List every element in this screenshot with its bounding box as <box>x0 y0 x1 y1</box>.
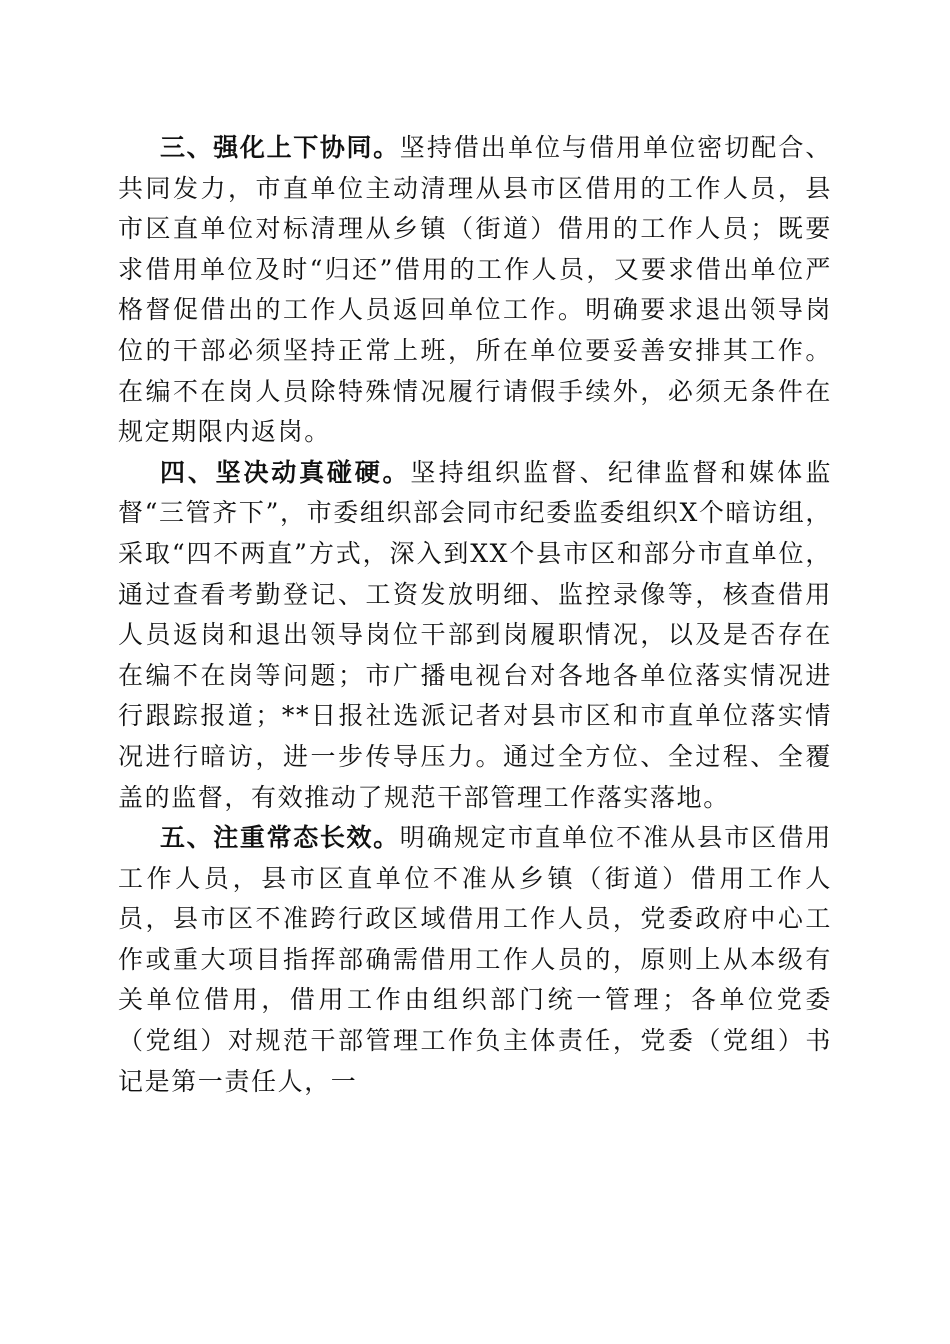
paragraph-resolute-action <box>118 453 832 818</box>
paragraph-text: 坚持组织监督、纪律监督和媒体监督“三管齐下”，市委组织部会同市纪委监委组织X个暗访组，采取“四不两直”方式，深入到XX个县市区和部分市直单位，通过查看考勤登记、工资发放明细、监控录像等，核查借用人员返岗和退出领导岗位干部到岗履职情况，以及是否存在在编不在岗等问题；市广播电视台对各地各单位落实情况进行跟踪报道；**日报社选派记者对县市区和市直单位落实情况进行暗访，进一步传导压力。通过全方位、全过程、全覆盖的监督，有效推动了规范干部管理工作落实落地。 <box>118 457 832 812</box>
paragraph-heading: 三、强化上下协同。 <box>160 133 400 162</box>
paragraph-text: 明确规定市直单位不准从县市区借用工作人员，县市区直单位不准从乡镇（街道）借用工作人员，县市区不准跨行政区域借用工作人员，党委政府中心工作或重大项目指挥部确需借用工作人员的，原则上从本级有关单位借用，借用工作由组织部门统一管理；各单位党委（党组）对规范干部管理工作负主体责任，党委（党组）书记是第一责任人，一 <box>118 823 832 1096</box>
paragraph-text: 坚持借出单位与借用单位密切配合、共同发力，市直单位主动清理从县市区借用的工作人员，县市区直单位对标清理从乡镇（街道）借用的工作人员；既要求借用单位及时“归还”借用的工作人员，又要求借出单位严格督促借出的工作人员返回单位工作。明确要求退出领导岗位的干部必须坚持正常上班，所在单位要妥善安排其工作。在编不在岗人员除特殊情况履行请假手续外，必须无条件在规定期限内返岗。 <box>118 133 832 447</box>
paragraph-heading: 四、坚决动真碰硬。 <box>160 457 411 487</box>
paragraph-strengthen-coordination <box>118 128 832 453</box>
paragraph-long-term-effect <box>118 818 832 1102</box>
paragraph-heading: 五、注重常态长效。 <box>160 823 400 853</box>
document-body <box>118 128 832 1102</box>
